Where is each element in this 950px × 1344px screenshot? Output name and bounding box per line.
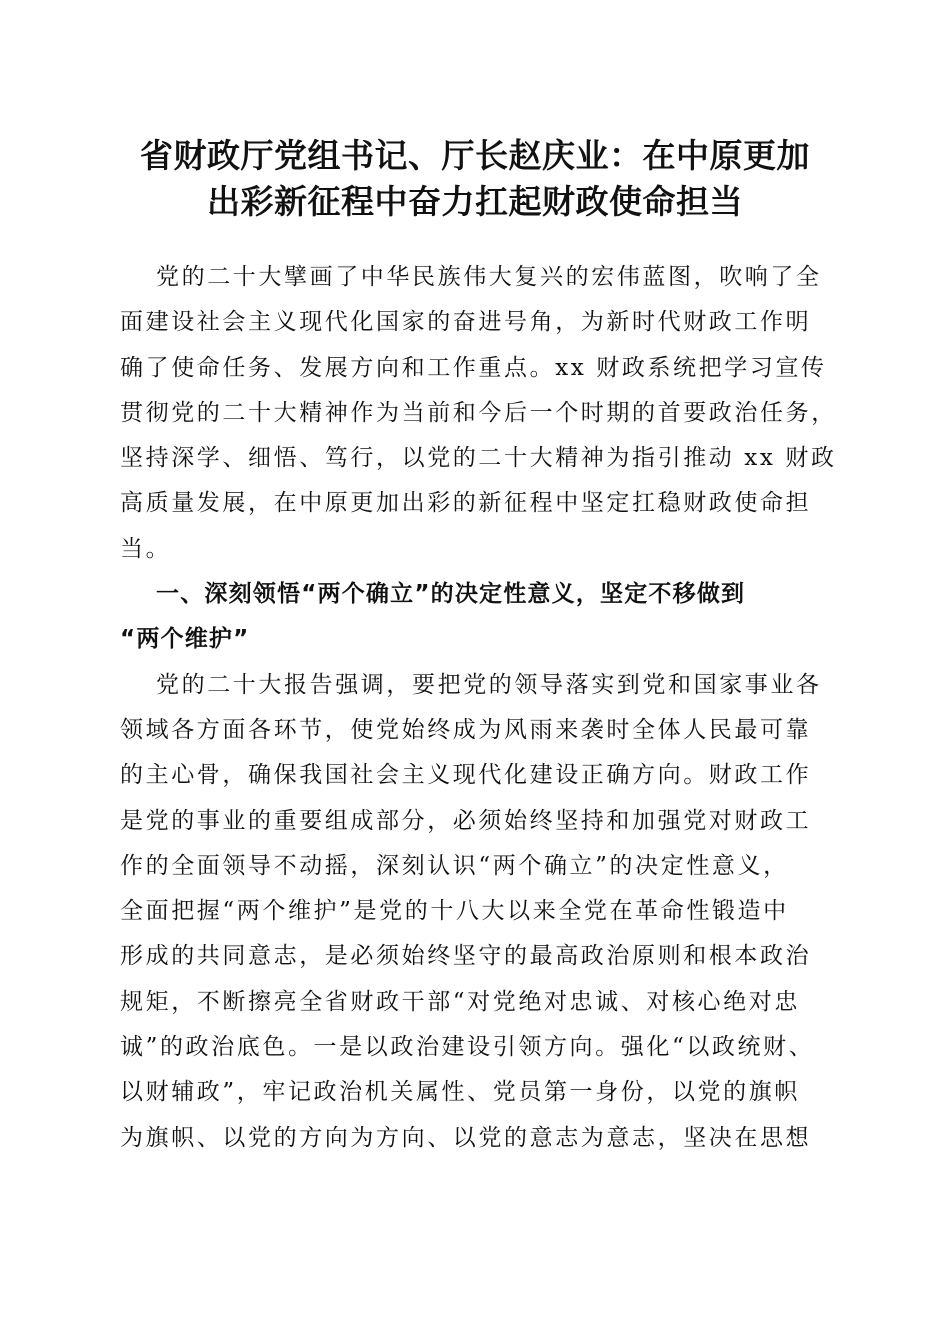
document-title <box>100 133 850 225</box>
paragraph-2-line: 规矩，不断擦亮全省财政干部“对党绝对忠诚、对核心绝对忠 <box>120 988 800 1015</box>
title-line-1: 省财政厅党组书记、厅长赵庆业：在中原更加 <box>140 136 810 175</box>
paragraph-2-line: 形成的共同意志，是必须始终坚守的最高政治原则和根本政治 <box>120 943 812 970</box>
paragraph-1-line: 贯彻党的二十大精神作为当前和今后一个时期的首要政治任务， <box>120 399 837 426</box>
section-heading-1: 一、深刻领悟“两个确立”的决定性意义，坚定不移做到 <box>156 581 746 608</box>
paragraph-1-line: 面建设社会主义现代化国家的奋进号角，为新时代财政工作明 <box>120 309 812 336</box>
paragraph-2-line: 领域各方面各环节，使党始终成为风雨来袭时全体人民最可靠 <box>120 716 812 743</box>
document-body <box>120 255 837 1161</box>
paragraph-1-line: 当。 <box>120 535 172 562</box>
paragraph-2-line: 以财辅政”，牢记政治机关属性、党员第一身份，以党的旗帜 <box>120 1079 800 1106</box>
paragraph-2-line: 为旗帜、以党的方向为方向、以党的意志为意志，坚决在思想 <box>120 1124 812 1151</box>
paragraph-2-line: 作的全面领导不动摇，深刻认识“两个确立”的决定性意义， <box>120 852 789 879</box>
paragraph-2-line: 全面把握“两个维护”是党的十八大以来全党在革命性锻造中 <box>120 898 789 925</box>
paragraph-2-line: 诚”的政治底色。一是以政治建设引领方向。强化“以政统财、 <box>120 1034 815 1061</box>
title-line-2: 出彩新征程中奋力扛起财政使命担当 <box>207 182 743 221</box>
paragraph-2-line: 党的二十大报告强调，要把党的领导落实到党和国家事业各 <box>156 671 822 698</box>
paragraph-2-line: 的主心骨，确保我国社会主义现代化建设正确方向。财政工作 <box>120 762 812 789</box>
paragraph-1-line: 确了使命任务、发展方向和工作重点。xx 财政系统把学习宣传 <box>120 354 827 381</box>
paragraph-1-line: 党的二十大擘画了中华民族伟大复兴的宏伟蓝图，吹响了全 <box>156 264 822 290</box>
paragraph-2-line: 是党的事业的重要组成部分，必须始终坚持和加强党对财政工 <box>120 807 812 834</box>
paragraph-1-line: 坚持深学、细悟、笃行，以党的二十大精神为指引推动 xx 财政 <box>120 445 837 472</box>
paragraph-1-line: 高质量发展，在中原更加出彩的新征程中坚定扛稳财政使命担 <box>120 490 812 517</box>
section-heading-1-cont: “两个维护” <box>120 626 250 653</box>
